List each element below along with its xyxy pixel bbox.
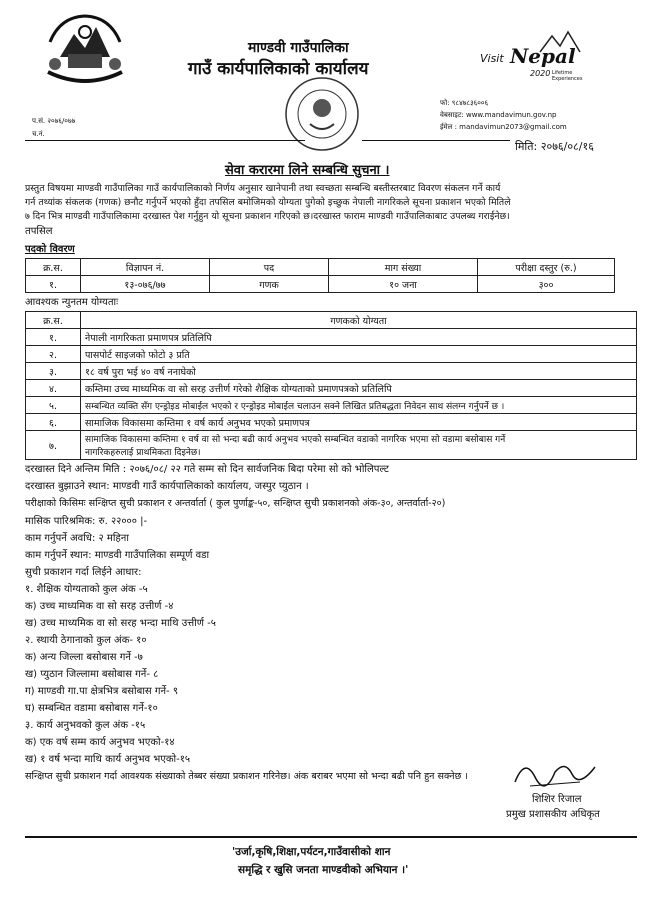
visit-nepal-word: Visit [480, 52, 504, 65]
table-cell-line: नागरिकहरुलाई प्राथमिकता दिइनेछ। [85, 448, 201, 458]
table-header: पद [210, 259, 329, 276]
criteria-subitem: ग) माण्डवी गा.पा क्षेत्रभित्र बसोबास गर्ने- ९ [25, 686, 179, 697]
handwritten-signature [510, 752, 600, 792]
visit-nepal-tag: Lifetime Experiences [552, 70, 583, 82]
table-cell: ३०० [478, 276, 615, 293]
table-cell: १. [26, 276, 81, 293]
qualification-table [25, 311, 637, 460]
table-cell: ६. [26, 414, 81, 431]
visit-nepal-brand: Nepal [510, 44, 576, 68]
footer-slogan-line2: समृद्धि र खुसि जनता माण्डवीको अभियान ।' [238, 864, 409, 876]
table-header: क्र.स. [26, 312, 81, 329]
tapsil-label: तपसिल [25, 226, 53, 237]
office-stamp [282, 74, 362, 154]
table-row [26, 380, 637, 397]
criteria-subitem: ख) १ वर्ष भन्दा माथि कार्य अनुभव भएको-१५ [25, 754, 191, 765]
table-header: माग संख्या [329, 259, 478, 276]
table-cell: १३-०७६/७७ [81, 276, 210, 293]
qualification-heading: आवश्यक न्युनतम योग्यताः [25, 297, 119, 308]
submission-place-line: दरखास्त बुझाउने स्थान: माण्डवी गाउँ कार्यपालिकाको कार्यालय, जस्पुर प्युठान । [25, 481, 309, 492]
table-cell: १८ वर्ष पुरा भई ४० वर्ष ननाघेको [81, 363, 637, 380]
criteria-subitem: ख) प्युठान जिल्लामा बसोबास गर्ने- ८ [25, 669, 159, 680]
office-name: गाउँ कार्यपालिकाको कार्यालय [188, 59, 369, 79]
paragraph-line: गर्न तथ्यांक संकलक (गणक) छनौट गर्नुपर्ने भएको हुँदा तपसिल बमोजिमको योग्यता पुगेको इच्छुक नेपाली नागरिकले सूचना प्रकाशन भएको मितिले [25, 197, 511, 208]
dispatch-number: च.नं. [32, 130, 45, 138]
criteria-subitem: घ) सम्बन्धित वडामा बसोबास गर्ने-१० [25, 703, 158, 714]
visit-nepal-logo [480, 30, 590, 90]
criteria-subitem: क) अन्य जिल्ला बसोबास गर्ने -७ [25, 652, 143, 663]
criteria-item: ३. कार्य अनुभवको कुल अंक -१५ [25, 720, 146, 731]
monthly-salary-line: मासिक पारिश्रमिक: रु. २२००० |- [25, 516, 148, 527]
table-cell: कम्तिमा उच्च माध्यमिक वा सो सरह उत्तीर्ण गरेको शैक्षिक योग्यताको प्रमाणपत्रको प्रतिलिपि [81, 380, 637, 397]
table-cell: सम्बन्धित व्यक्ति सँग एन्ड्रोइड मोबाईल भएको र एन्ड्रोइड मोबाईल चलाउन सक्ने लिखित प्रतिबद्धता निवेदन साथ संलग्न गर्नुपर्ने छ । [81, 397, 637, 414]
contact-email: ईमेल : mandavimun2073@gmail.com [440, 123, 567, 131]
table-cell: ४. [26, 380, 81, 397]
table-header-row [26, 312, 637, 329]
post-details-heading: पदको विवरण [25, 244, 75, 255]
table-header: क्र.स. [26, 259, 81, 276]
table-row [26, 276, 615, 293]
criteria-heading: सुची प्रकाशन गर्दा लिईने आधार: [25, 567, 142, 578]
table-cell-line: सामाजिक विकासमा कम्तिमा १ वर्ष वा सो भन्दा बढी कार्य अनुभव भएको सम्बन्धित वडाको नागरिक भएमा सो वडामा बसोबास गर्ने [85, 435, 506, 445]
exam-type-line: परीक्षाको किसिमः सन्क्षिप्त सुची प्रकाशन र अन्तर्वार्ता ( कुल पुर्णाङ्क-५०, सन्क्षिप्त सुची प्रकाशनको अंक-३०, अन्तर्वार्ता-२०) [25, 498, 446, 509]
header-divider-right [362, 140, 510, 141]
deadline-line: दरखास्त दिने अन्तिम मिति : २०७६/०८/ २२ गते सम्म सो दिन सार्वजनिक बिदा परेमा सो को भोलिपल्ट [25, 464, 389, 475]
criteria-item: २. स्थायी ठेगानाको कुल अंक- १० [25, 635, 147, 646]
notice-title: सेवा करारमा लिने सम्बन्धि सुचना । [225, 163, 390, 178]
criteria-item: १. शैक्षिक योग्यताको कुल अंक -५ [25, 584, 148, 595]
table-cell: ७. [26, 431, 81, 460]
table-row [26, 363, 637, 380]
header-divider [25, 140, 305, 141]
work-duration-line: काम गर्नुपर्ने अवधि: २ महिना [25, 533, 129, 544]
table-header: गणकको योग्यता [81, 312, 637, 329]
table-cell: पासपोर्ट साइजको फोटो ३ प्रति [81, 346, 637, 363]
table-cell: १० जना [329, 276, 478, 293]
table-header: विज्ञापन नं. [81, 259, 210, 276]
footer-divider [25, 836, 637, 838]
work-place-line: काम गर्नुपर्ने स्थान: माण्डवी गाउँपालिका सम्पूर्ण वडा [25, 550, 210, 561]
table-row [26, 431, 637, 460]
paragraph-line: प्रस्तुत विषयमा माण्डवी गाउँपालिका गाउँ कार्यपालिकाको निर्णय अनुसार खानेपानी तथा स्वच्छता सम्बन्धि बस्तीस्तरबाट विवरण संकलन गर्ने कार्य [25, 183, 501, 194]
table-header-row [26, 259, 615, 276]
notice-paragraph [25, 182, 635, 224]
post-table [25, 258, 615, 293]
table-row [26, 414, 637, 431]
table-header: परीक्षा दस्तुर (रु.) [478, 259, 615, 276]
table-row [26, 329, 637, 346]
contact-website: वेबसाइट: www.mandavimun.gov.np [440, 111, 557, 119]
paragraph-line: ७ दिन भित्र माण्डवी गाउँपालिकामा दरखास्त पेश गर्नुहुन यो सूचना प्रकाशन गरिएको छ।दरखास्त फाराम माण्डवी गाउँपालिकाबाट उपलब्ध गराईनेछ। [25, 211, 510, 222]
table-cell: १. [26, 329, 81, 346]
table-row [26, 346, 637, 363]
table-cell: सामाजिक विकासमा कम्तिमा १ वर्ष कार्य अनुभव भएको प्रमाणपत्र [81, 414, 637, 431]
footer-slogan-line1: 'उर्जा,कृषि,शिक्षा,पर्यटन,गाउँवासीको शान [232, 846, 391, 858]
criteria-subitem: क) उच्च माध्यमिक वा सो सरह उत्तीर्ण -४ [25, 601, 174, 612]
shortlist-note: सन्क्षिप्त सुची प्रकाशन गर्दा आवश्यक संख्याको तेब्बर संख्या प्रकाशन गरिनेछ। अंक बराबर भएमा सो भन्दा बढी पनि हुन सक्नेछ । [25, 771, 469, 782]
table-cell: गणक [210, 276, 329, 293]
signatory-name: शिशिर रिजाल [532, 794, 582, 805]
municipality-name: माण्डवी गाउँपालिका [248, 40, 349, 56]
table-cell: ५. [26, 397, 81, 414]
visit-nepal-year: 2020 [530, 69, 551, 78]
criteria-subitem: क) एक वर्ष सम्म कार्य अनुभव भएको-१४ [25, 737, 175, 748]
contact-phone: फो: ९८४७८३६००६ [440, 99, 489, 107]
table-cell: २. [26, 346, 81, 363]
letter-date: मिति: २०७६/०८/१६ [515, 140, 594, 153]
table-cell: नेपाली नागरिकता प्रमाणपत्र प्रतिलिपि [81, 329, 637, 346]
table-cell [81, 431, 637, 460]
nepal-emblem-logo [40, 12, 130, 92]
signatory-designation: प्रमुख प्रशासकीय अधिकृत [506, 809, 600, 820]
reference-number: प.सं. २०७६/०७७ [32, 117, 76, 125]
table-row [26, 397, 637, 414]
criteria-subitem: ख) उच्च माध्यमिक वा सो सरह भन्दा माथि उत्तीर्ण -५ [25, 618, 216, 629]
table-cell: ३. [26, 363, 81, 380]
